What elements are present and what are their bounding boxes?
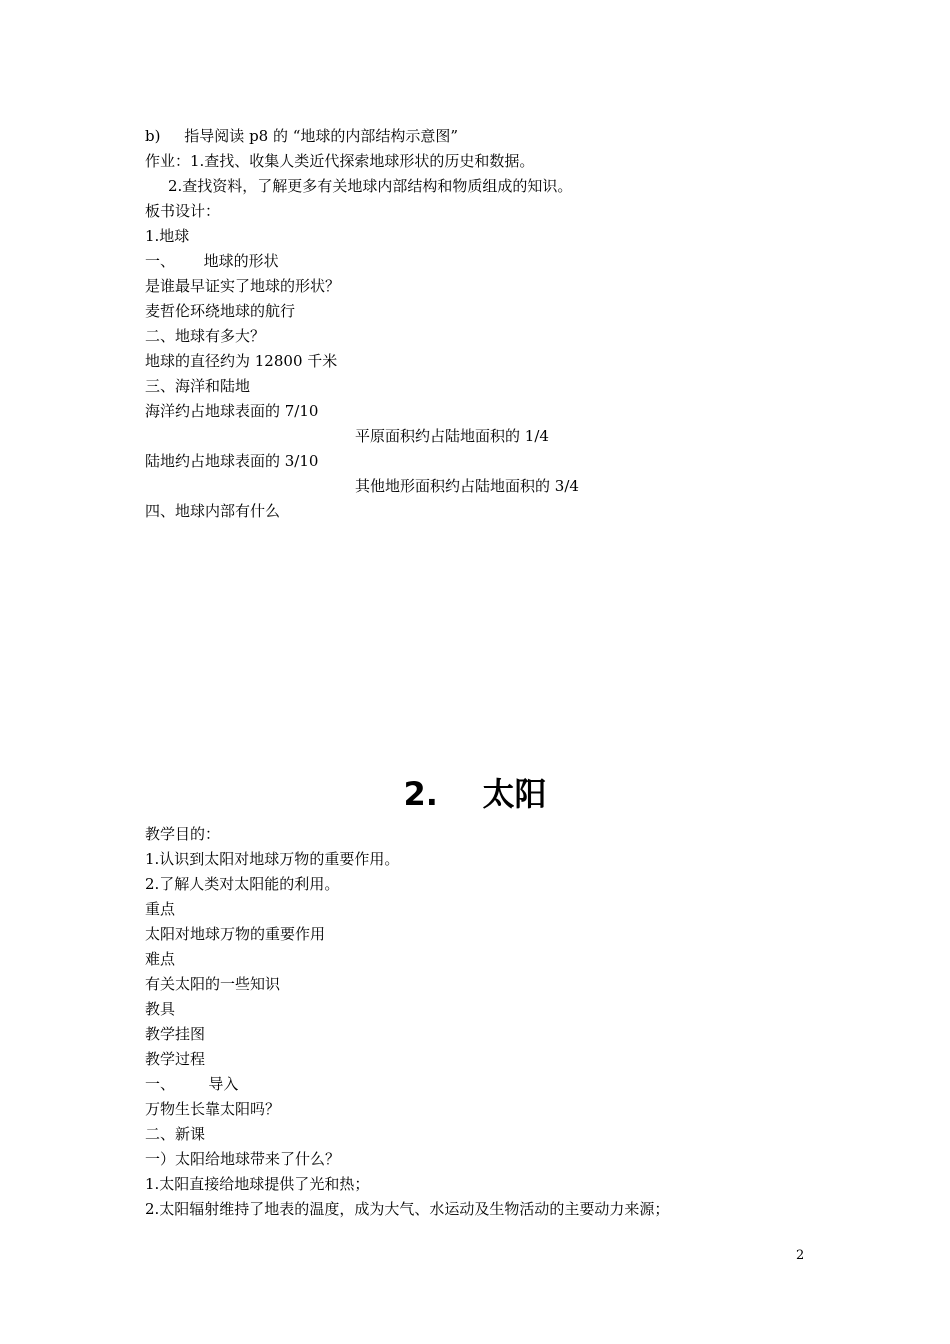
text-line-indented: 其他地形面积约占陆地面积的 3/4: [355, 477, 579, 495]
text-line: 重点: [145, 900, 176, 918]
text-line: 四、地球内部有什么: [145, 502, 281, 520]
text-line: 一、 导入: [145, 1075, 239, 1093]
text-line: 2.太阳辐射维持了地表的温度，成为大气、水运动及生物活动的主要动力来源；: [145, 1200, 670, 1218]
text-line: 1.认识到太阳对地球万物的重要作用。: [145, 850, 400, 868]
text-line: 教学挂图: [145, 1025, 206, 1043]
text-line: 陆地约占地球表面的 3/10: [145, 452, 319, 470]
page-number: 2: [796, 1248, 805, 1263]
homework-line: 作业：1.查找、收集人类近代探索地球形状的历史和数据。: [145, 152, 535, 170]
board-design-heading: 板书设计：: [145, 202, 221, 220]
text-line: 麦哲伦环绕地球的航行: [145, 302, 296, 320]
text-line: 1.太阳直接给地球提供了光和热；: [145, 1175, 370, 1193]
text-line: 地球的直径约为 12800 千米: [145, 352, 338, 370]
text-line: 教学过程: [145, 1050, 206, 1068]
text-line: 三、海洋和陆地: [145, 377, 251, 395]
text-line: b) 指导阅读 p8 的 “地球的内部结构示意图”: [145, 127, 459, 145]
text-line: 有关太阳的一些知识: [145, 975, 281, 993]
text-line: 1.地球: [145, 227, 190, 245]
text-line: 二、地球有多大？: [145, 327, 266, 345]
text-line: 难点: [145, 950, 176, 968]
section-title: 2. 太阳: [403, 775, 547, 813]
text-line-indented: 平原面积约占陆地面积的 1/4: [355, 427, 549, 445]
text-line: 海洋约占地球表面的 7/10: [145, 402, 319, 420]
text-line: 是谁最早证实了地球的形状？: [145, 277, 341, 295]
text-line: 太阳对地球万物的重要作用: [145, 925, 326, 943]
text-line: 教具: [145, 1000, 176, 1018]
homework-line-2: 2.查找资料，了解更多有关地球内部结构和物质组成的知识。: [168, 177, 573, 195]
text-line: 2.了解人类对太阳能的利用。: [145, 875, 340, 893]
text-line: 一）太阳给地球带来了什么？: [145, 1150, 341, 1168]
text-line: 万物生长靠太阳吗？: [145, 1100, 281, 1118]
text-line: 教学目的：: [145, 825, 221, 843]
text-line: 二、新课: [145, 1125, 206, 1143]
text-line: 一、 地球的形状: [145, 252, 279, 270]
